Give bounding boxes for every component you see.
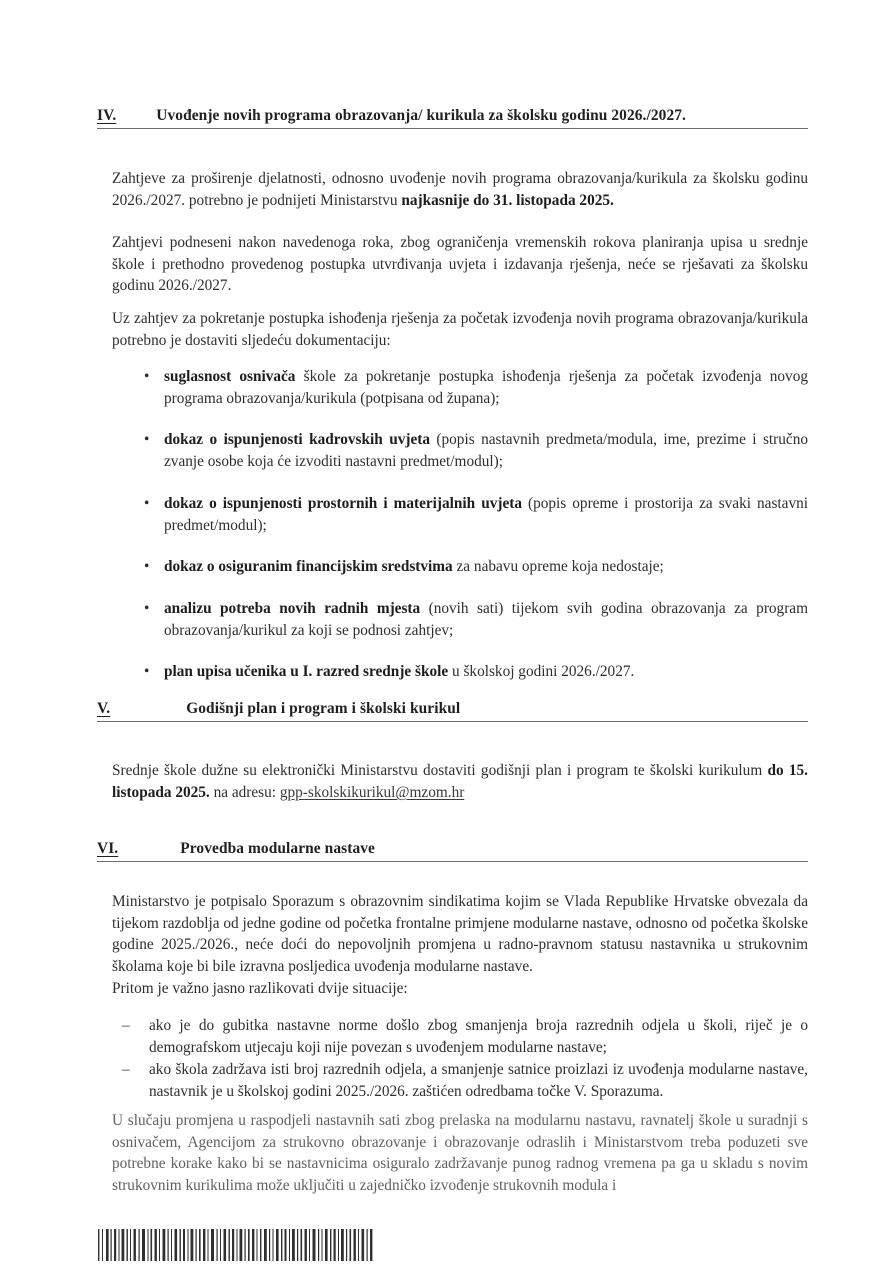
list-item-label: dokaz o osiguranim financijskim sredstvima [164, 558, 453, 576]
paragraph-iv-1-text: Zahtjeve za proširenje djelatnosti, odnosno uvođenje novih programa obrazovanja/kurikula za školsku godinu 2026./2027. potrebno je podnijeti Ministarstvu [112, 170, 808, 209]
list-item-text: škole za pokretanje postupka ishođenja rješenja za početak izvođenja novog programa obrazovanja/kurikula (potpisana od župana); [164, 368, 808, 407]
section-heading-iv [97, 107, 808, 129]
bullet-icon: • [144, 431, 150, 449]
list-item-text: (popis opreme i prostorija za svaki nastavni predmet/modul); [164, 494, 808, 534]
paragraph-v-1-deadline: do 15. listopada 2025. [112, 762, 808, 801]
email-link[interactable]: gpp-skolskikurikul@mzom.hr [279, 783, 465, 801]
bullet-icon: • [144, 600, 150, 618]
list-item-label: suglasnost osnivača [164, 368, 296, 385]
list-item-text: za nabavu opreme koja nedostaje; [452, 558, 664, 576]
list-item-text: u školskoj godini 2026./2027. [448, 663, 635, 681]
paragraph-vi-1: Ministarstvo je potpisalo Sporazum s obrazovnim sindikatima kojim se Vlada Republike Hrvatske obvezala da tijekom razdoblja od jedne godine od početka frontalne primjene modularne nastave, odnosno od početka školske godine 2025./2026., neće doći do nepovoljnih promjena u radno-pravnom statusu nastavnika u strukovnim školama koje bi bile izravna posljedica uvođenja modularne nastave. [112, 893, 808, 976]
list-item [112, 556, 808, 578]
paragraph-iv-2: Zahtjevi podneseni nakon navedenoga roka, zbog ograničenja vremenskih rokova planiranja upisa u srednje škole i prethodno provedenog postupka utvrđivanja uvjeta i izdavanja rješenja, neće se rješavati za školsku godinu 2026./2027. [112, 234, 808, 295]
paragraph-iv-1-deadline: najkasnije do 31. listopada 2025. [401, 191, 614, 209]
paragraph-vi-2: Pritom je važno jasno razlikovati dvije situacije: [112, 980, 408, 997]
paragraph-iv-3: Uz zahtjev za pokretanje postupka ishođenja rješenja za početak izvođenja novih programa obrazovanja/kurikula potrebno je dostaviti sljedeću dokumentaciju: [112, 310, 808, 349]
paragraph-v-1 [112, 760, 808, 803]
situations-list [112, 1015, 808, 1103]
list-item-label: plan upisa učenika u I. razred srednje škole [164, 663, 449, 681]
section-number-v: V. [97, 700, 111, 717]
dash-icon: – [122, 1017, 130, 1034]
section-heading-vi [97, 840, 808, 862]
section-heading-v [97, 700, 808, 722]
list-item [112, 1059, 808, 1102]
bullet-icon: • [144, 558, 150, 576]
barcode [97, 1228, 374, 1262]
list-item-label: analizu potreba novih radnih mjesta [164, 600, 421, 618]
list-item [112, 429, 808, 472]
paragraph-vi-3: U slučaju promjena u raspodjeli nastavnih sati zbog prelaska na modularnu nastavu, ravnatelj škole u suradnji s osnivačem, Agencijom za strukovno obrazovanje i obrazovanje odraslih i Ministarstvom treba poduzeti sve potrebne korake kako bi se nastavnicima osiguralo zadržavanje punog radnog vremena pa ga u skladu s novim strukovnim kurikulima može uključiti u zajedničko izvođenje strukovnih modula i [112, 1112, 808, 1195]
section-title-vi: Provedba modularne nastave [180, 840, 375, 857]
paragraph-v-1-text: Srednje škole dužne su elektronički Ministarstvu dostaviti godišnji plan i program te školski kurikulum [112, 762, 768, 779]
section-title-iv: Uvođenje novih programa obrazovanja/ kurikula za školsku godinu 2026./2027. [156, 107, 687, 124]
list-item [112, 366, 808, 409]
list-item-text: (popis nastavnih predmeta/modula, ime, prezime i stručno zvanje osobe koja će izvoditi nastavni predmet/modul); [164, 431, 808, 471]
list-item-label: dokaz o ispunjenosti kadrovskih uvjeta [164, 431, 430, 449]
list-item-text: (novih sati) tijekom svih godina obrazovanja za program obrazovanja/kurikul za koji se podnosi zahtjev; [164, 600, 808, 639]
list-item [112, 493, 808, 536]
list-item-text: ako škola zadržava isti broj razrednih odjela, a smanjenje satnice proizlazi iz uvođenja modularne nastave, nastavnik je u školskoj godini 2025./2026. zaštićen odredbama točke V. Sporazuma. [149, 1061, 808, 1101]
paragraph-v-1-text-2: na adresu: [209, 783, 280, 801]
list-item-text: ako je do gubitka nastavne norme došlo zbog smanjenja broja razrednih odjela u školi, riječ je o demografskom utjecaju koji nije povezan s uvođenjem modularne nastave; [149, 1017, 808, 1056]
bullet-icon: • [144, 663, 150, 681]
list-item-label: dokaz o ispunjenosti prostornih i materijalnih uvjeta [164, 494, 522, 512]
documentation-list [112, 366, 808, 683]
dash-icon: – [122, 1061, 130, 1079]
bullet-icon: • [144, 494, 150, 512]
section-number-vi: VI. [97, 840, 119, 857]
bullet-icon: • [144, 368, 150, 385]
list-item [112, 661, 808, 683]
paragraph-iv-1 [112, 168, 808, 211]
list-item [112, 598, 808, 641]
section-number-iv: IV. [97, 107, 117, 124]
list-item [112, 1015, 808, 1058]
section-title-v: Godišnji plan i program i školski kurikul [186, 700, 461, 717]
